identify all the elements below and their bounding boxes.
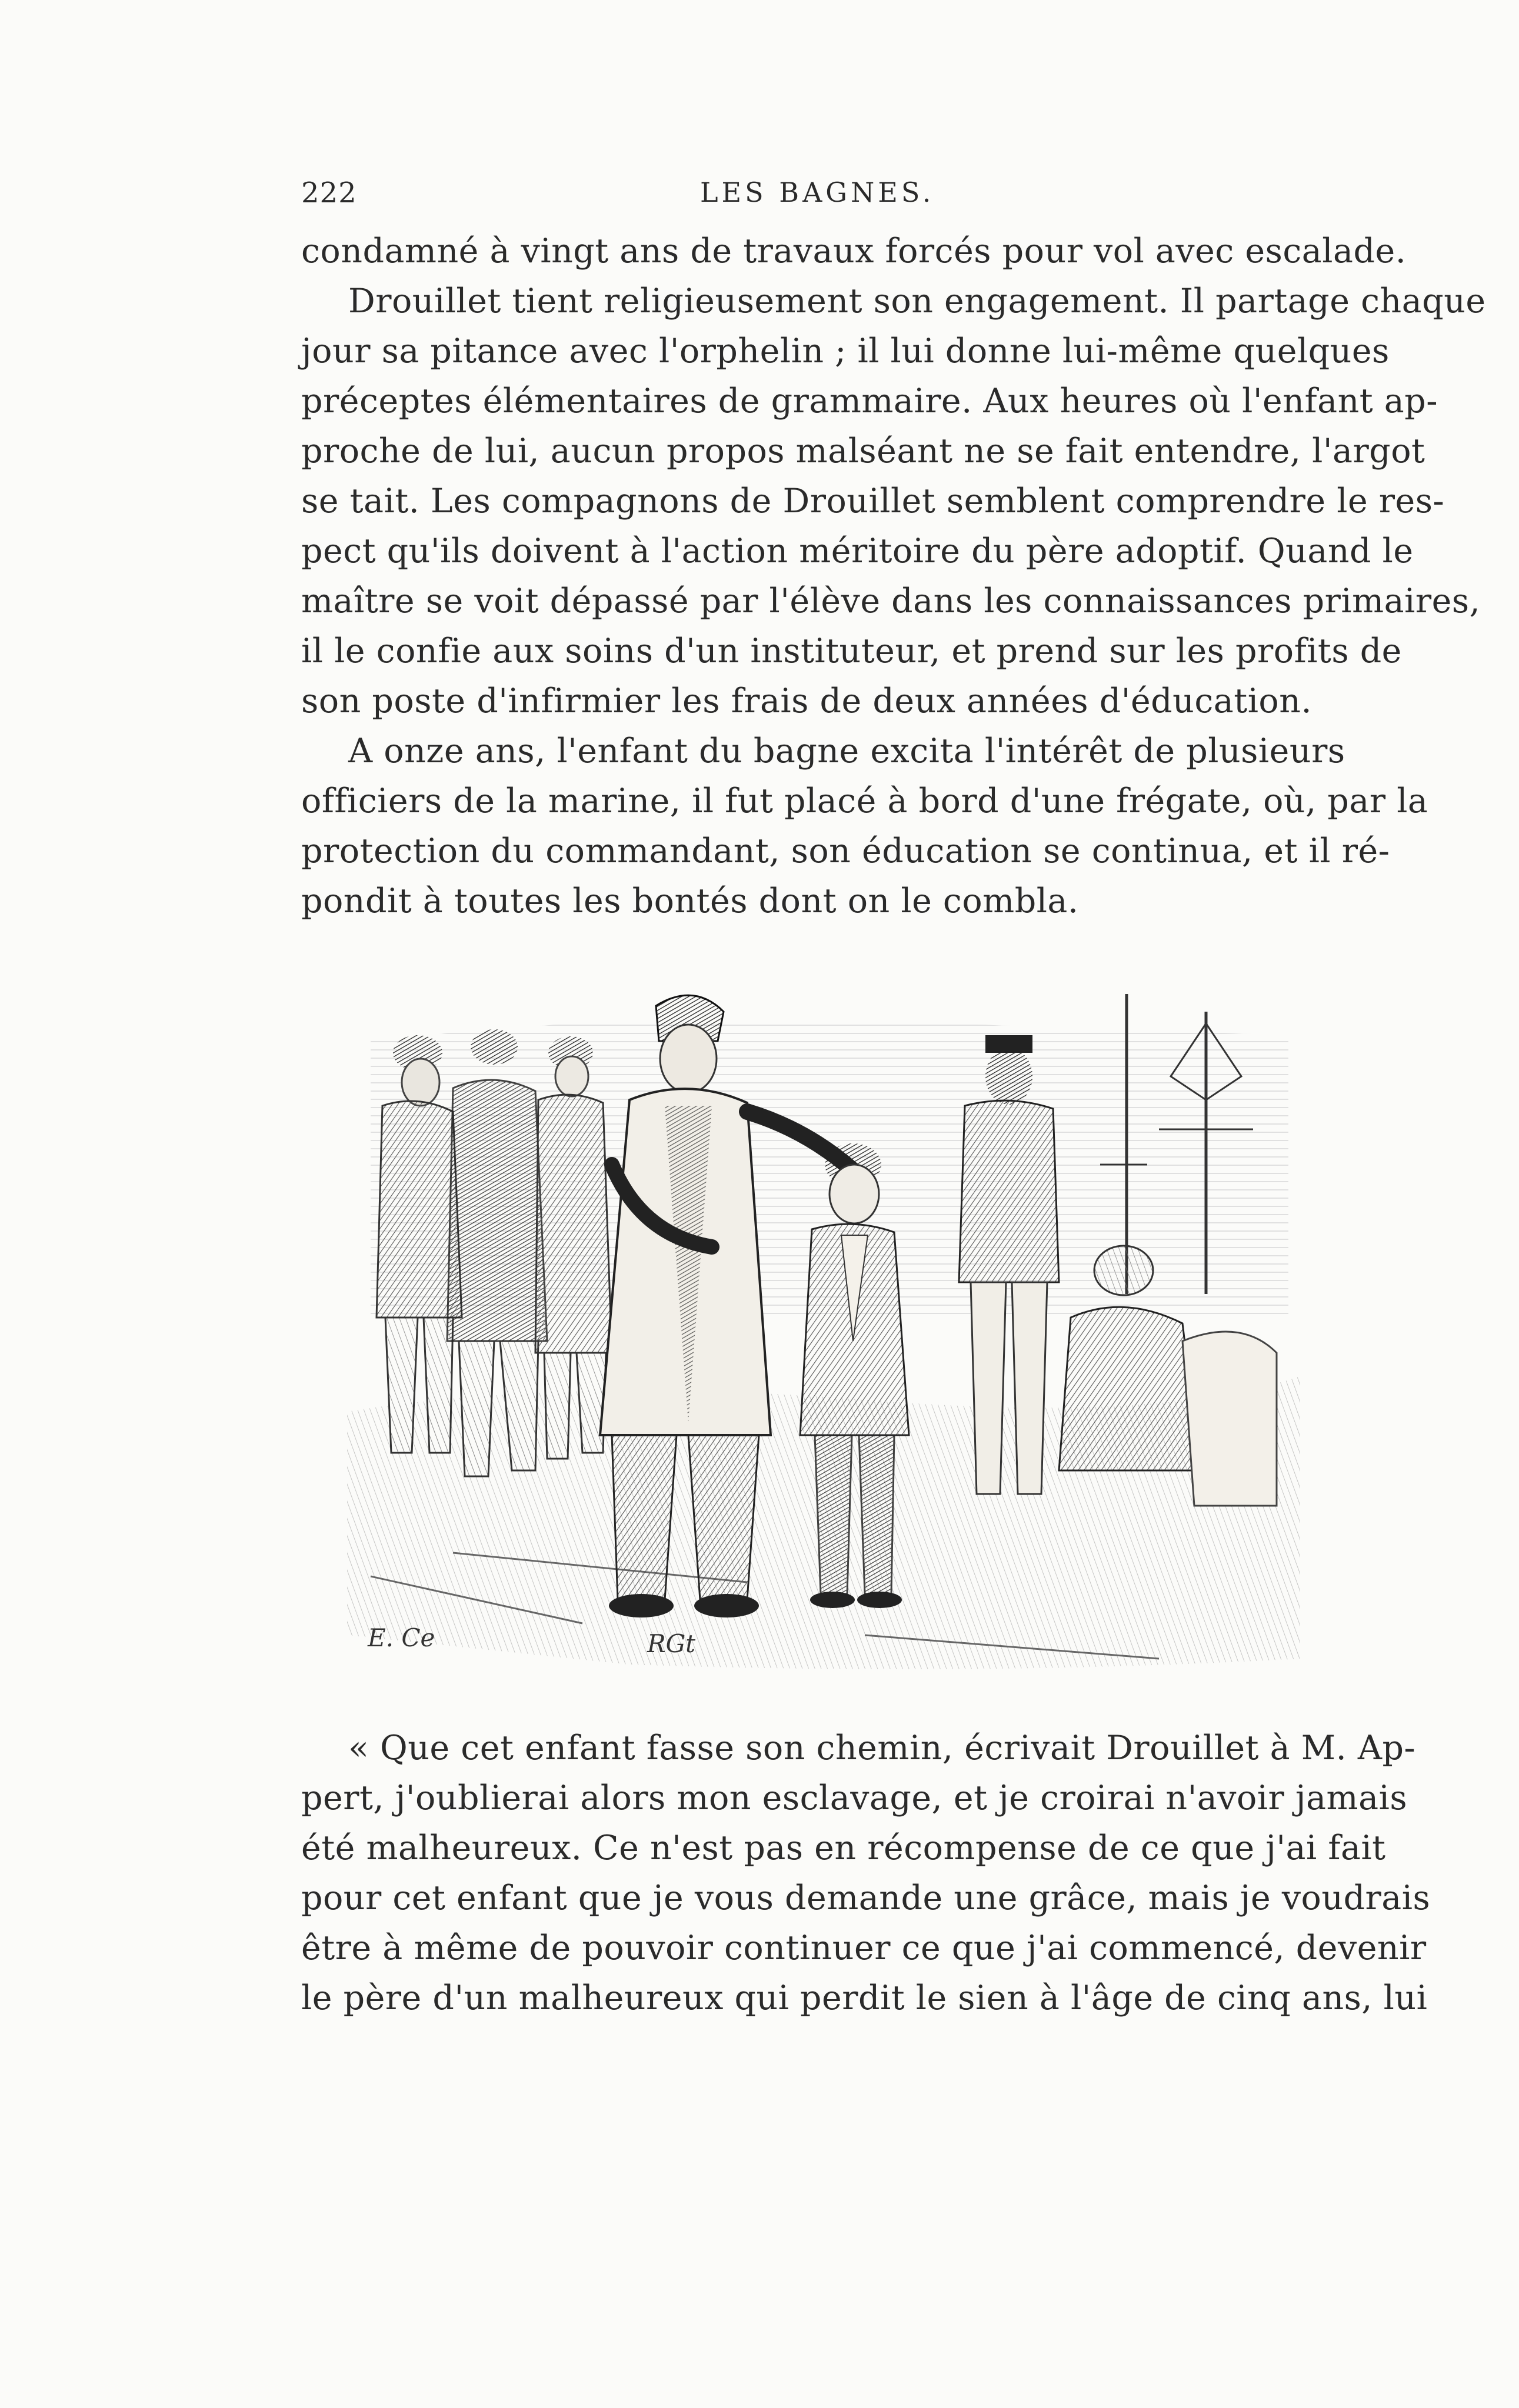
text-line: condamné à vingt ans de travaux forcés pour vol avec escalade. (301, 232, 1407, 271)
text-line: protection du commandant, son éducation se continua, et il ré- (301, 832, 1390, 871)
text-line: pondit à toutes les bontés dont on le combla. (301, 882, 1079, 920)
text-line: pour cet enfant que je vous demande une grâce, mais je voudrais (301, 1879, 1431, 1917)
running-head: LES BAGNES. (700, 176, 935, 208)
engraver-signature-left: E. Ce (368, 1623, 435, 1652)
text-line: maître se voit dépassé par l'élève dans les connaissances primaires, (301, 582, 1481, 621)
text-line: A onze ans, l'enfant du bagne excita l'intérêt de plusieurs (348, 732, 1345, 771)
text-line: préceptes élémentaires de grammaire. Aux heures où l'enfant ap- (301, 382, 1438, 421)
text-line: été malheureux. Ce n'est pas en récompense de ce que j'ai fait (301, 1829, 1386, 1867)
text-line: pert, j'oublierai alors mon esclavage, et je croirai n'avoir jamais (301, 1779, 1408, 1817)
text-line: officiers de la marine, il fut placé à bord d'une frégate, où, par la (301, 782, 1428, 821)
text-line: être à même de pouvoir continuer ce que j'ai commencé, devenir (301, 1929, 1427, 1967)
text-line: se tait. Les compagnons de Drouillet semblent comprendre le res- (301, 482, 1445, 521)
text-line: il le confie aux soins d'un instituteur, et prend sur les profits de (301, 632, 1402, 671)
page-number: 222 (301, 176, 357, 209)
text-line: proche de lui, aucun propos malséant ne se fait entendre, l'argot (301, 432, 1425, 471)
text-line: jour sa pitance avec l'orphelin ; il lui donne lui-même quelques (301, 332, 1390, 371)
engraver-signature-right: RGt (647, 1629, 696, 1658)
body-text-top (301, 226, 1486, 926)
text-line: Drouillet tient religieusement son engagement. Il partage chaque (348, 282, 1486, 321)
text-line: pect qu'ils doivent à l'action méritoire du père adoptif. Quand le (301, 532, 1414, 571)
engraving-svg (335, 988, 1306, 1682)
text-line: son poste d'infirmier les frais de deux années d'éducation. (301, 682, 1313, 721)
text-line: le père d'un malheureux qui perdit le sien à l'âge de cinq ans, lui (301, 1979, 1428, 2017)
engraving-illustration (335, 988, 1306, 1682)
text-line: « Que cet enfant fasse son chemin, écrivait Drouillet à M. Ap- (348, 1729, 1416, 1767)
body-text-bottom (301, 1723, 1431, 2023)
